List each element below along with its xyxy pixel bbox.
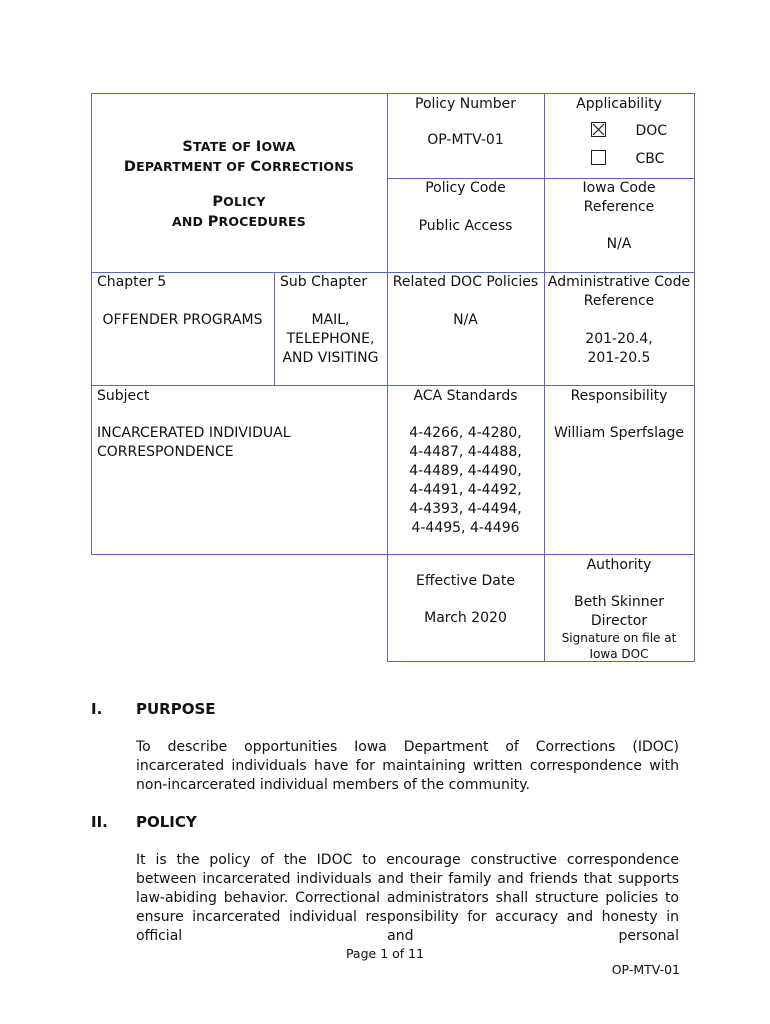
related-policies-label: Related DOC Policies — [392, 274, 539, 290]
subject-label: Subject — [97, 388, 150, 404]
effective-date-label: Effective Date — [416, 573, 515, 589]
policy-procedures-title: POLICY AND PROCEDURES — [172, 194, 306, 230]
subject-value: INCARCERATED INDIVIDUAL CORRESPONDENCE — [97, 425, 291, 460]
iowa-code-label: Iowa Code Reference — [582, 180, 656, 215]
section-2-text: It is the policy of the IDOC to encourage constructive correspondence between incarcerated individuals and their family and friends that supports law-abiding behavior. Correctional administrators shall structure policies to ensure incarcerated individual responsibility for accuracy and honesty in official and personal — [136, 852, 679, 944]
policy-number-label: Policy Number — [415, 96, 516, 112]
effective-date-value: March 2020 — [424, 610, 507, 626]
signature-note: Signature on file at Iowa DOC — [561, 631, 677, 661]
doc-checkbox-row — [591, 122, 691, 141]
section-1-text: To describe opportunities Iowa Department of Corrections (IDOC) incarcerated individuals have for maintaining written correspondence with non-incarcerated individual members of the community. — [136, 739, 679, 793]
policy-header-table — [91, 93, 694, 662]
policy-code-label: Policy Code — [425, 180, 506, 196]
authority-name: Beth Skinner Director — [573, 594, 665, 629]
authority-label: Authority — [586, 557, 652, 573]
admin-code-value: 201-20.4, 201-20.5 — [585, 331, 653, 366]
subchapter-value: MAIL, TELEPHONE, AND VISITING — [282, 312, 379, 366]
cbc-label: CBC — [635, 151, 665, 167]
doc-label: DOC — [635, 123, 668, 139]
cbc-checkbox-row — [591, 150, 691, 169]
admin-code-label: Administrative Code Reference — [547, 274, 691, 309]
subchapter-label: Sub Chapter — [280, 274, 368, 290]
cbc-checkbox-empty-icon[interactable] — [591, 150, 606, 165]
doc-checkbox-checked-icon[interactable] — [591, 122, 606, 137]
page-number: Page 1 of 11 — [345, 946, 425, 961]
section-1-title: PURPOSE — [136, 700, 216, 718]
section-2-number: II. — [91, 813, 108, 831]
responsibility-label: Responsibility — [570, 388, 668, 404]
footer-document-id: OP-MTV-01 — [611, 962, 680, 977]
aca-standards-label: ACA Standards — [413, 388, 518, 404]
section-1-number: I. — [91, 700, 103, 718]
chapter-label: Chapter 5 — [97, 274, 167, 290]
section-2-title: POLICY — [136, 813, 197, 831]
agency-title: STATE OF IOWA DEPARTMENT OF CORRECTIONS — [123, 139, 355, 175]
iowa-code-value: N/A — [606, 236, 632, 252]
responsibility-value: William Sperfslage — [553, 425, 685, 441]
policy-code-value: Public Access — [418, 218, 513, 234]
chapter-value: OFFENDER PROGRAMS — [102, 312, 263, 328]
policy-number-value: OP-MTV-01 — [427, 132, 504, 148]
related-policies-value: N/A — [453, 312, 478, 328]
aca-standards-list: 4-4266, 4-4280, 4-4487, 4-4488, 4-4489, 4-4490, 4-4491, 4-4492, 4-4393, 4-4494, 4-4495, 4-4496 — [409, 425, 522, 536]
applicability-label: Applicability — [576, 96, 662, 112]
